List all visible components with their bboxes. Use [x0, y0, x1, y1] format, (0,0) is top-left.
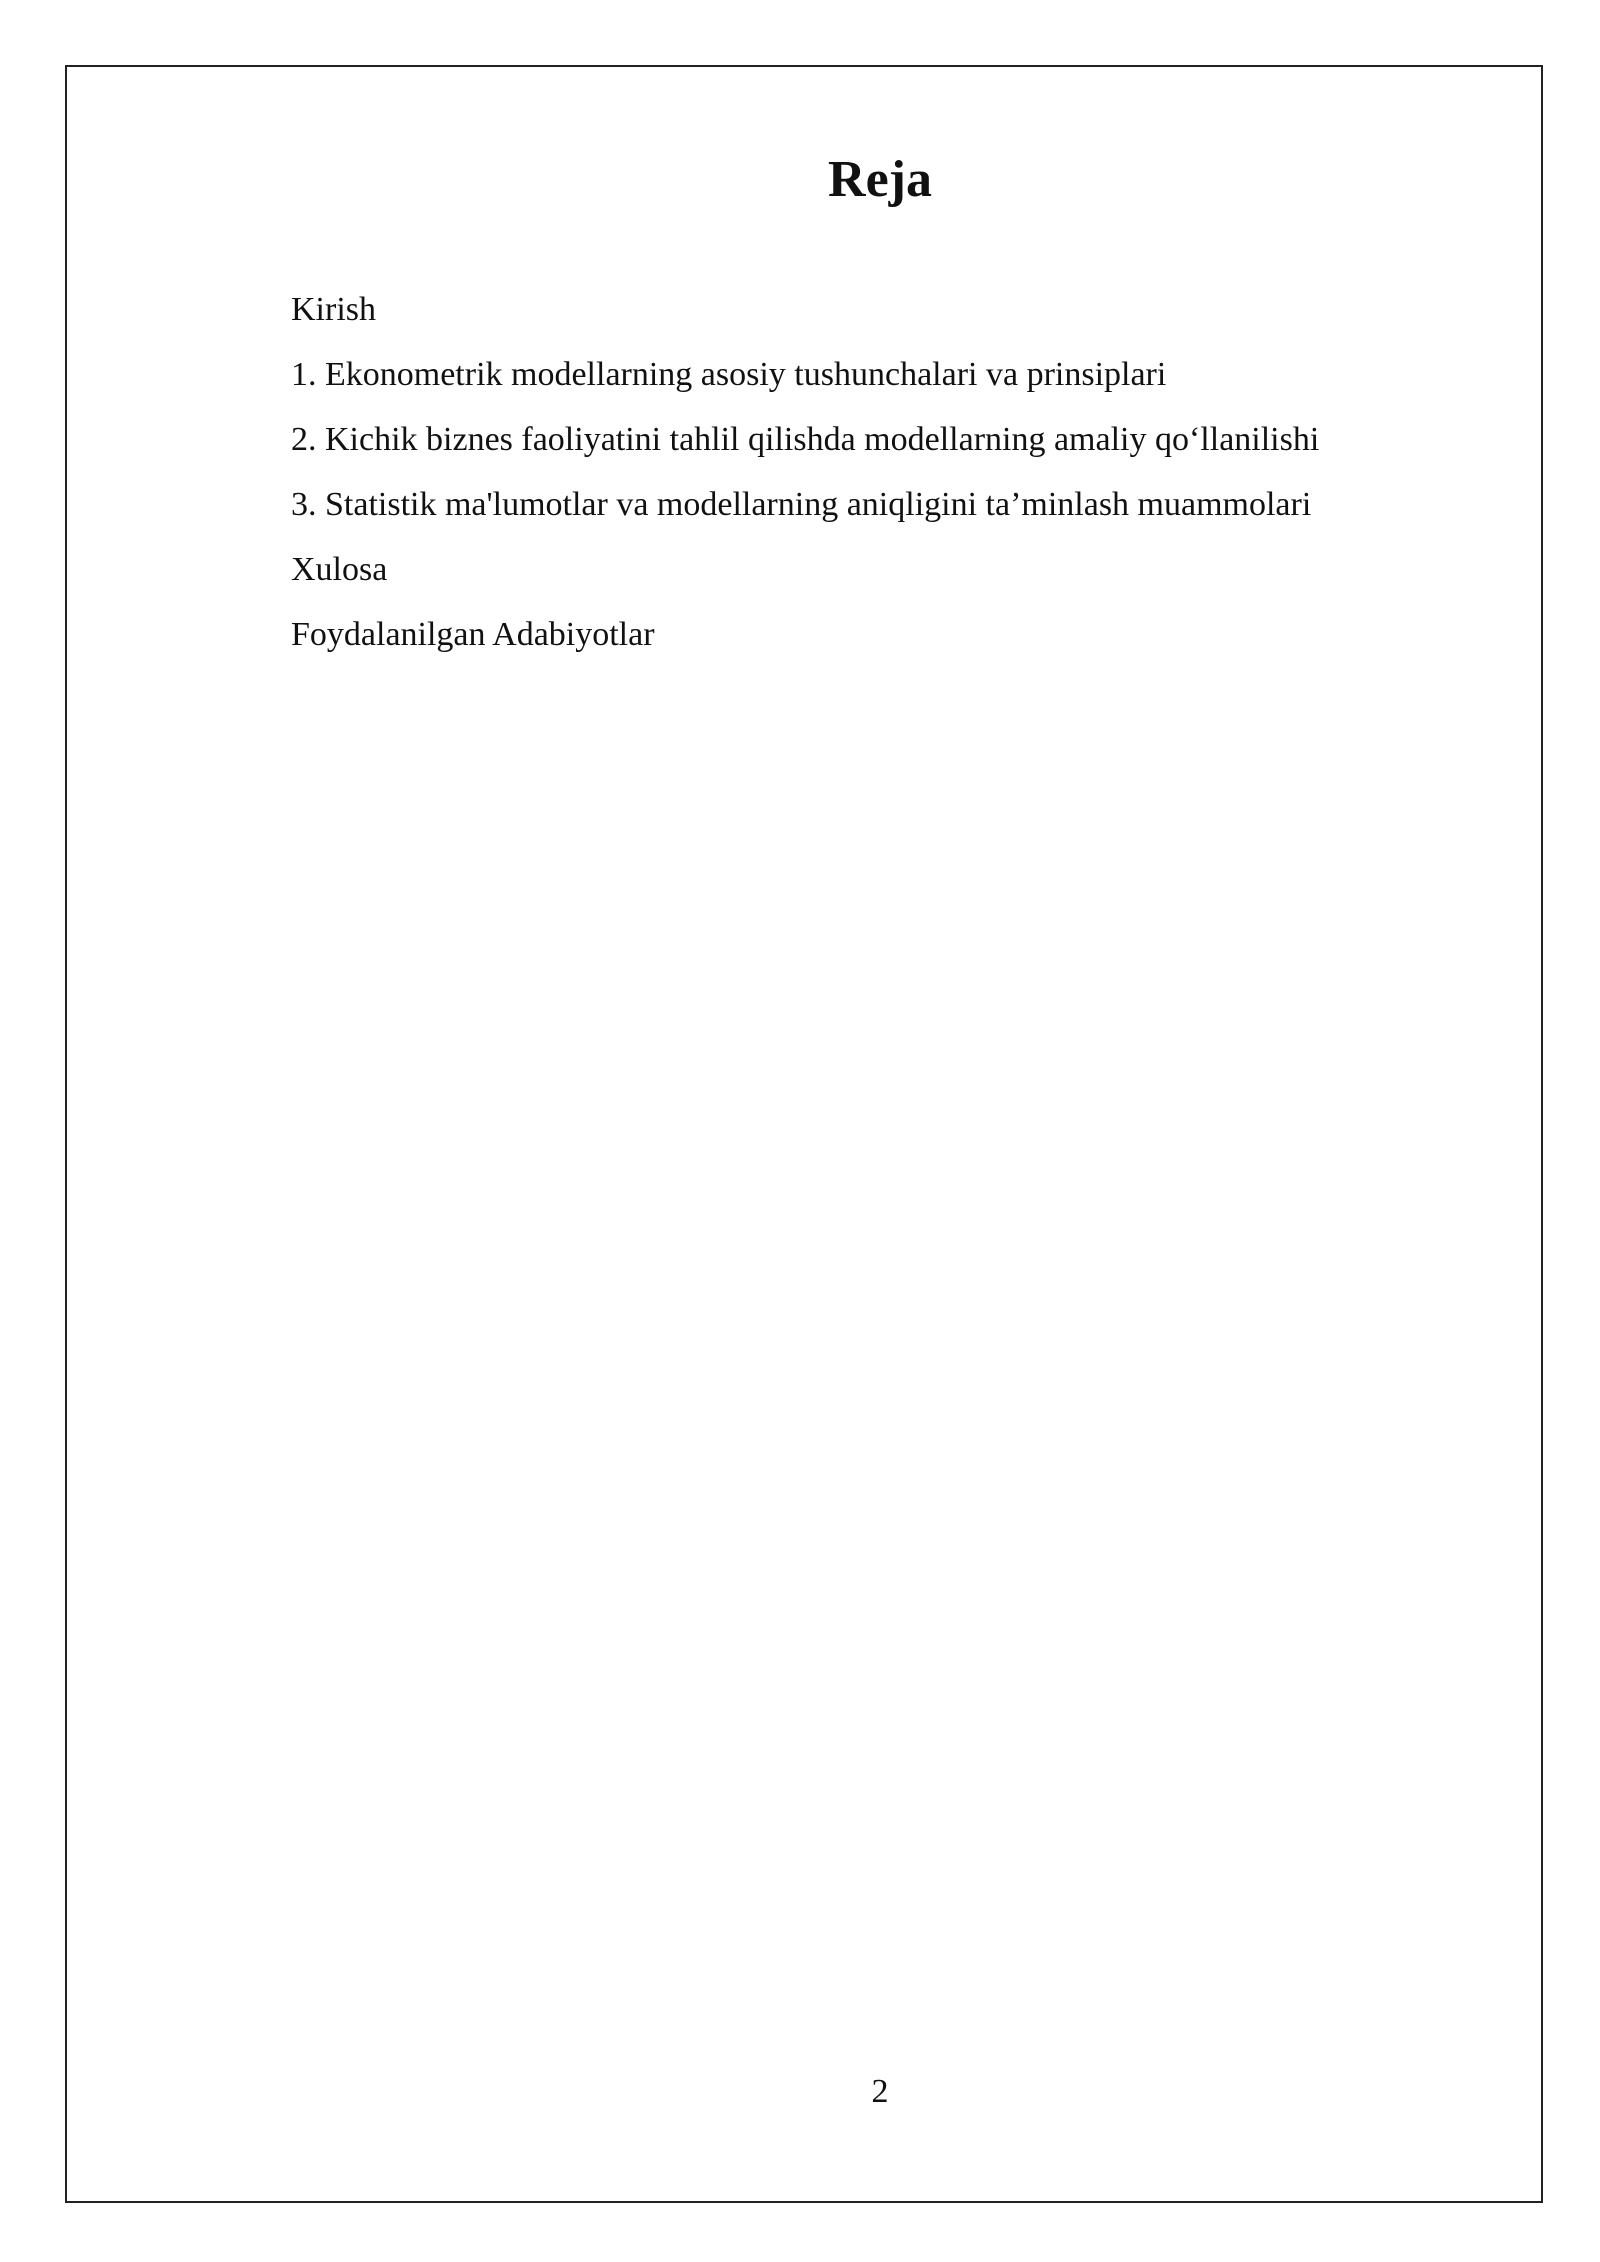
page-number: 2: [871, 2073, 889, 2110]
toc-item-conclusion: Xulosa: [291, 551, 388, 588]
toc-item-chapter-3: 3. Statistik ma'lumotlar va modellarning aniqligini ta’minlash muammolari: [291, 486, 1312, 523]
page-title: Reja: [828, 151, 932, 208]
table-of-contents: [291, 290, 1319, 680]
toc-item-chapter-1: 1. Ekonometrik modellarning asosiy tushunchalari va prinsiplari: [291, 356, 1167, 393]
toc-item-references: Foydalanilgan Adabiyotlar: [291, 616, 655, 653]
toc-item-introduction: Kirish: [291, 291, 376, 328]
toc-item-chapter-2: 2. Kichik biznes faoliyatini tahlil qilishda modellarning amaliy qo‘llanilishi: [291, 421, 1320, 458]
